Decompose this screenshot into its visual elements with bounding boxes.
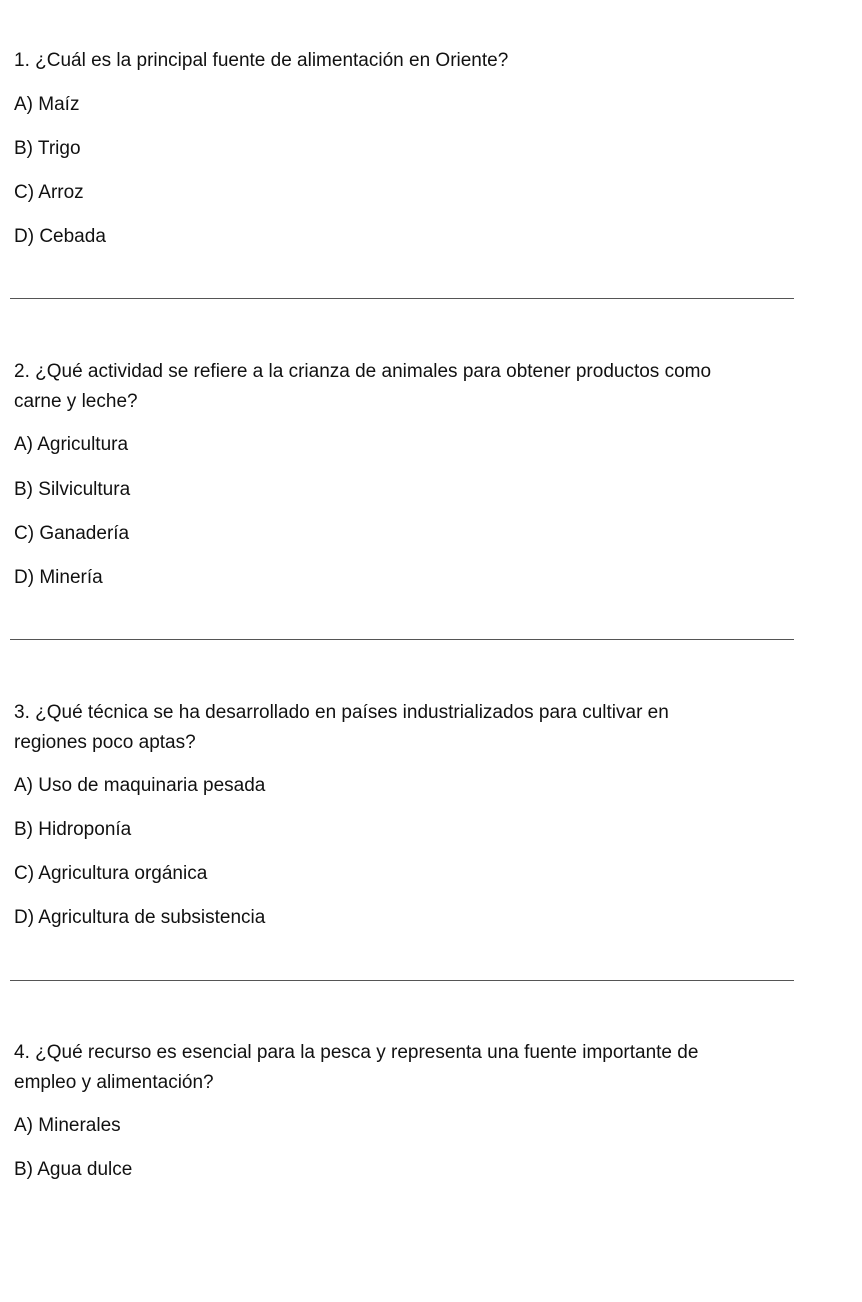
question-2-option-b: B) Silvicultura: [14, 479, 131, 500]
question-2-option-c: C) Ganadería: [14, 523, 130, 544]
question-3-text-line-1: 3. ¿Qué técnica se ha desarrollado en países industrializados para cultivar en: [14, 702, 669, 723]
question-4-text-line-1: 4. ¿Qué recurso es esencial para la pesca y representa una fuente importante de: [14, 1042, 699, 1063]
question-2-text-line-1: 2. ¿Qué actividad se refiere a la crianza de animales para obtener productos como: [14, 361, 712, 382]
separator-line: [10, 980, 794, 981]
question-1-option-d: D) Cebada: [14, 226, 106, 247]
question-1-text: 1. ¿Cuál es la principal fuente de alimentación en Oriente?: [14, 50, 509, 71]
question-1-option-b: B) Trigo: [14, 138, 81, 159]
question-1-option-c: C) Arroz: [14, 182, 84, 203]
question-2-option-a: A) Agricultura: [14, 434, 129, 455]
question-4-option-b: B) Agua dulce: [14, 1159, 133, 1180]
question-3-option-b: B) Hidroponía: [14, 819, 132, 840]
question-3-option-a: A) Uso de maquinaria pesada: [14, 775, 266, 796]
question-3-option-c: C) Agricultura orgánica: [14, 863, 208, 884]
question-3-option-d: D) Agricultura de subsistencia: [14, 907, 266, 928]
separator-line: [10, 639, 794, 640]
question-2-option-d: D) Minería: [14, 567, 103, 588]
question-4-option-a: A) Minerales: [14, 1115, 121, 1136]
question-3-text-line-2: regiones poco aptas?: [14, 732, 196, 753]
question-4-text-line-2: empleo y alimentación?: [14, 1072, 214, 1093]
question-2-text-line-2: carne y leche?: [14, 391, 138, 412]
question-1-option-a: A) Maíz: [14, 94, 80, 115]
separator-line: [10, 298, 794, 299]
